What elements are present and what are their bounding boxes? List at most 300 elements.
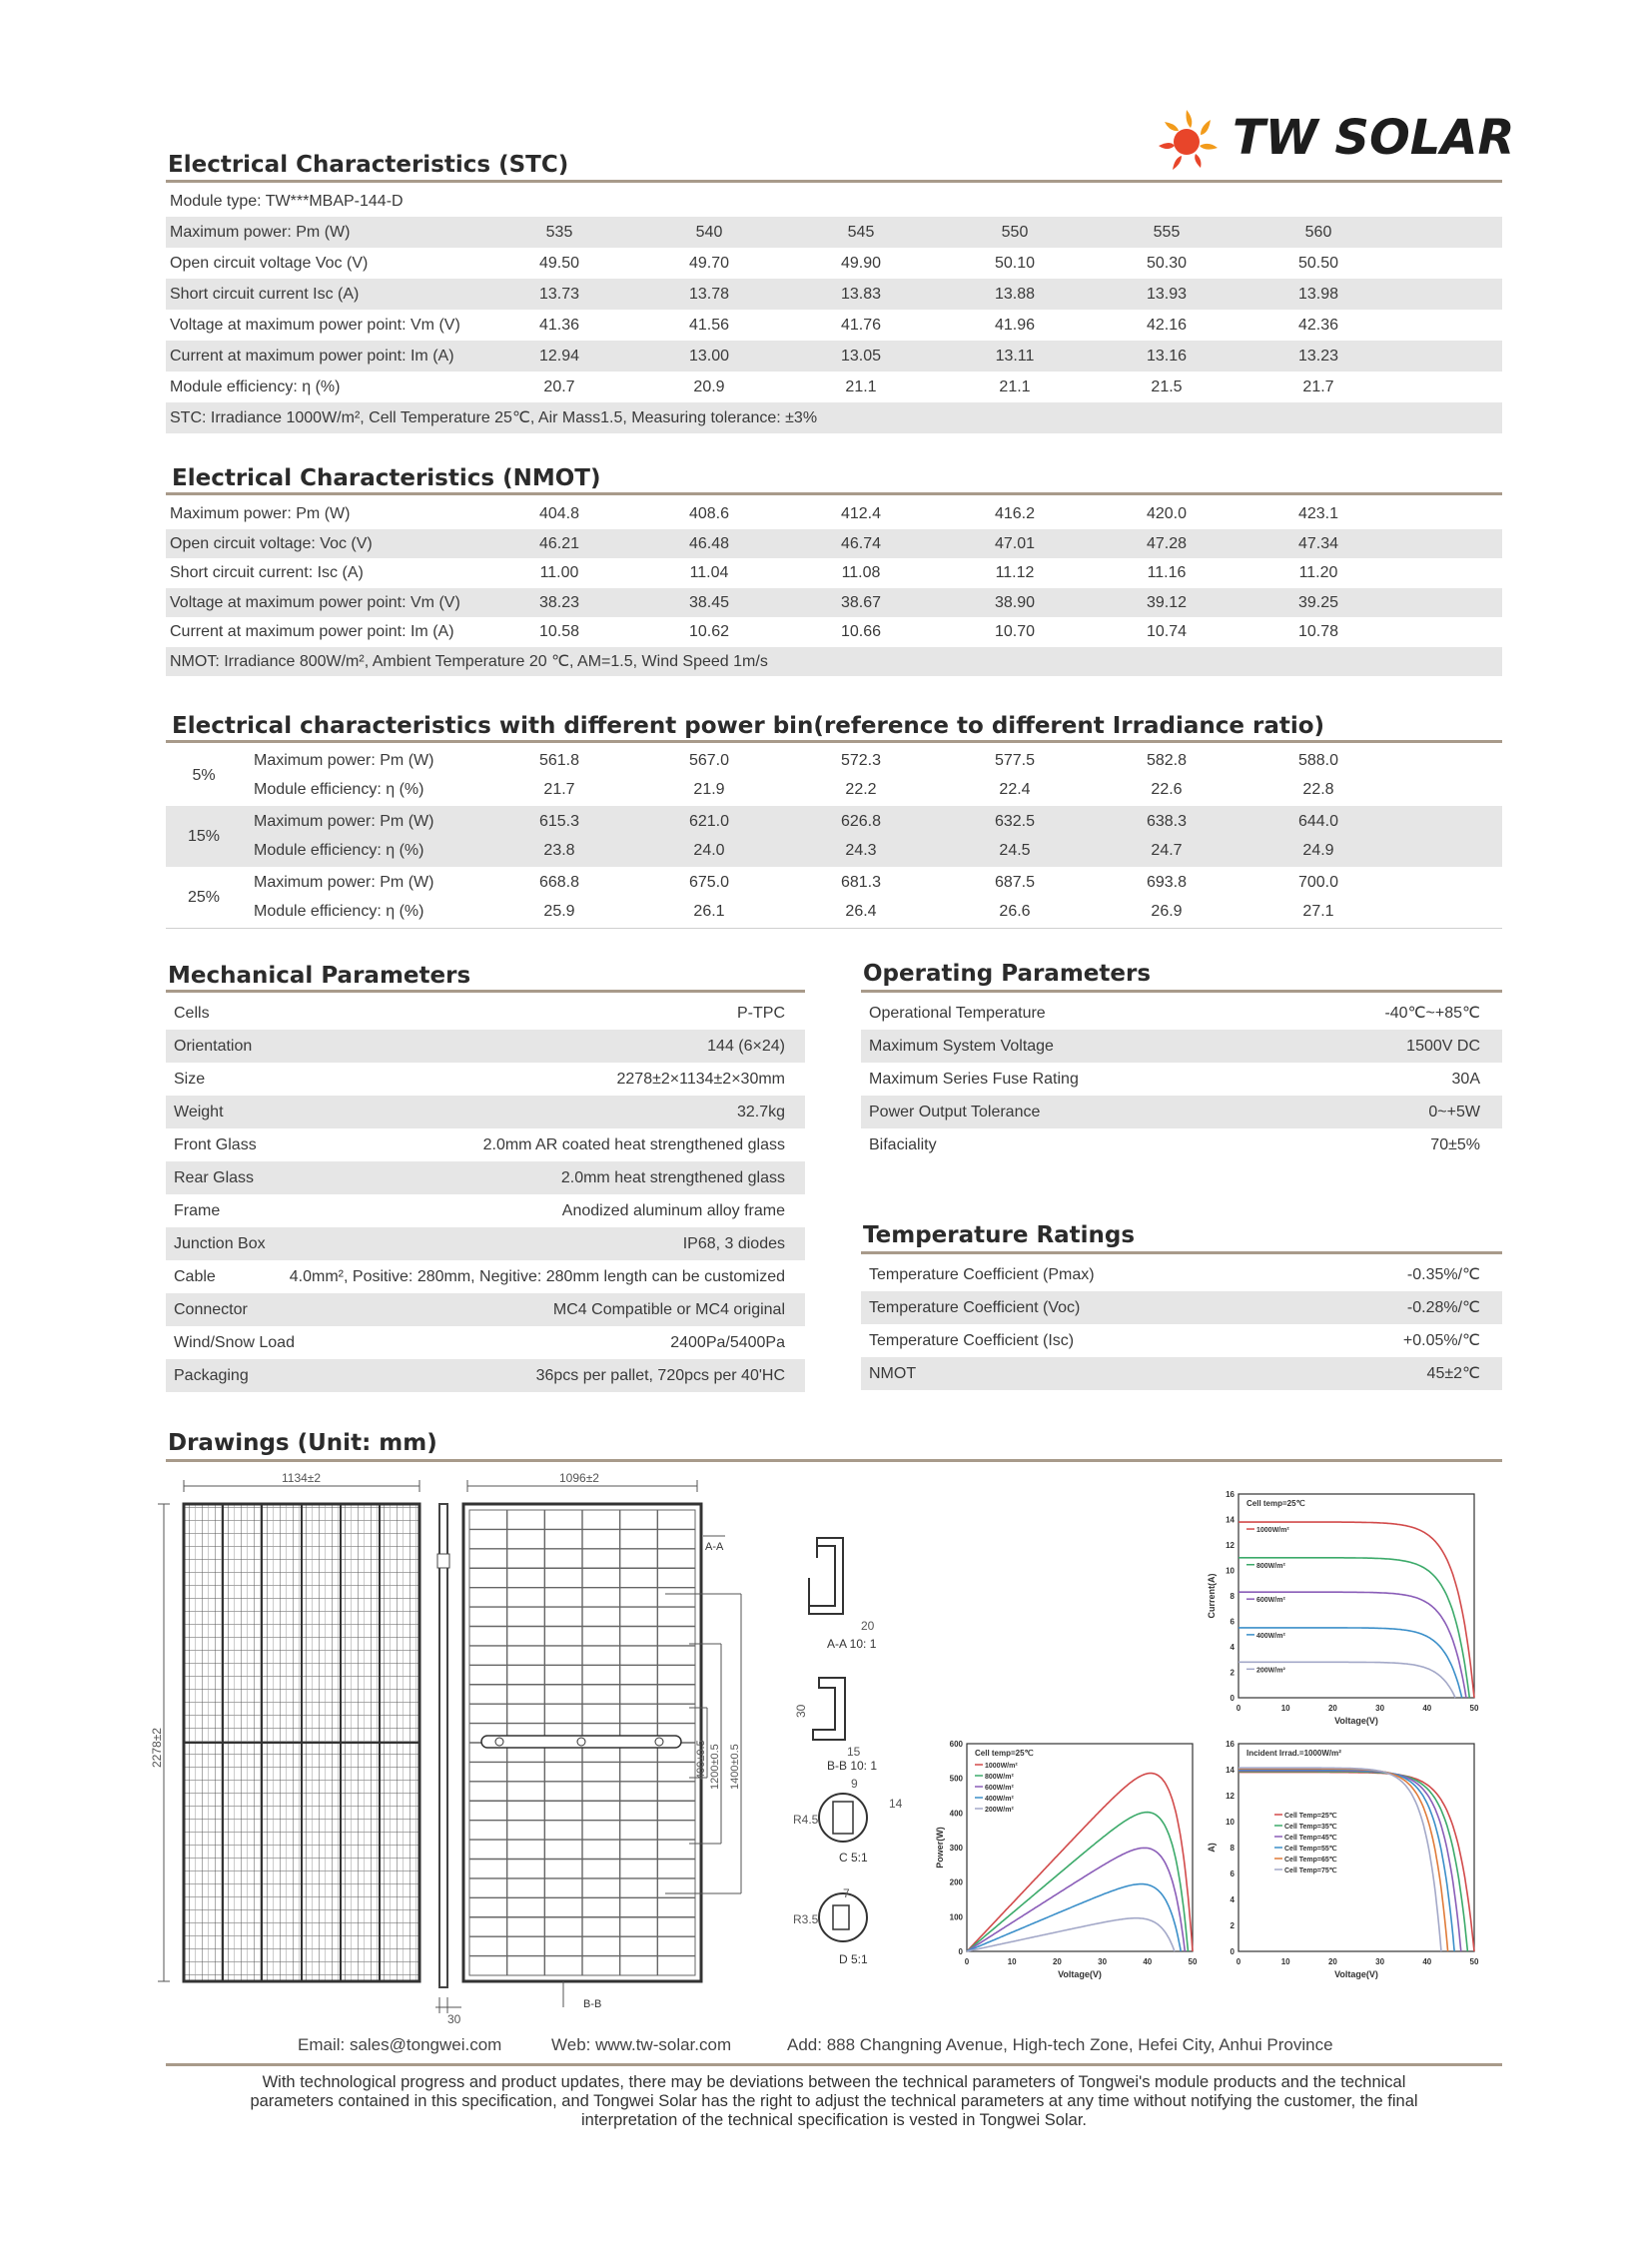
bin-row	[166, 745, 1502, 806]
mechanical-row	[166, 1096, 805, 1128]
nmot-cell: 10.66	[840, 623, 882, 640]
stc-cell: 13.88	[994, 286, 1036, 303]
bin-eff-cell: 24.3	[845, 842, 877, 859]
y-tick-label: 16	[1226, 1490, 1235, 1499]
mechanical-row	[166, 997, 805, 1030]
bin-eff-cell: 26.6	[999, 903, 1031, 920]
stc-row	[166, 217, 1502, 248]
x-tick-label: 30	[1375, 1704, 1385, 1713]
bin-power-cell: 588.0	[1297, 752, 1339, 769]
mechanical-value: IP68, 3 diodes	[682, 1235, 785, 1252]
bin-eff-cell: 24.0	[693, 842, 725, 859]
bin-eff-cell: 21.7	[543, 781, 575, 798]
stc-row-label: Module efficiency: η (%)	[170, 378, 341, 395]
y-tick-label: 14	[1226, 1766, 1235, 1775]
nmot-cell: 11.16	[1147, 564, 1187, 581]
stc-cell: 21.1	[999, 378, 1031, 395]
bin-eff-cell: 26.4	[845, 903, 877, 920]
side-profile-drawing	[431, 1498, 461, 2027]
x-tick-label: 0	[1236, 1704, 1241, 1713]
x-tick-label: 30	[1098, 1957, 1108, 1966]
stc-cell: 21.5	[1151, 378, 1183, 395]
bin-eff-cell: 26.1	[693, 903, 725, 920]
dim-400: 400±0.5	[695, 1740, 707, 1780]
y-tick-label: 14	[1226, 1515, 1235, 1525]
stc-cell: 20.9	[693, 378, 725, 395]
bin-eff-cell: 24.5	[999, 842, 1031, 859]
dim-20: 20	[861, 1619, 875, 1633]
y-tick-label: 6	[1230, 1869, 1235, 1878]
bin-power-cell: 572.3	[840, 752, 882, 769]
footer-web: Web: www.tw-solar.com	[551, 2035, 732, 2054]
dim-14: 14	[889, 1797, 903, 1811]
operating-row	[861, 1096, 1502, 1128]
legend-entry: Cell Temp=65℃	[1284, 1857, 1337, 1864]
x-axis-label: Voltage(V)	[1058, 1969, 1102, 1979]
y-tick-label: 8	[1230, 1844, 1235, 1853]
x-tick-label: 10	[1280, 1704, 1290, 1713]
stc-note-row	[166, 402, 1502, 433]
mechanical-label: Size	[174, 1071, 206, 1088]
mechanical-value: 4.0mm², Positive: 280mm, Negitive: 280mm length can be customized	[289, 1268, 785, 1285]
stc-cell: 42.16	[1146, 317, 1188, 334]
y-tick-label: 300	[949, 1844, 963, 1853]
nmot-note: NMOT: Irradiance 800W/m², Ambient Temperature 20 ℃, AM=1.5, Wind Speed 1m/s	[170, 652, 768, 670]
bins-table	[166, 745, 1502, 928]
nmot-row	[166, 558, 1502, 588]
y-tick-label: 0	[958, 1947, 963, 1956]
operating-row	[861, 1030, 1502, 1063]
nmot-cell: 423.1	[1297, 505, 1339, 522]
y-tick-label: 600	[949, 1740, 963, 1749]
stc-cell: 555	[1153, 224, 1181, 241]
bin-power-cell: 700.0	[1297, 874, 1339, 891]
chart-annotation: Incident Irrad.=1000W/m²	[1246, 1749, 1341, 1758]
stc-note: STC: Irradiance 1000W/m², Cell Temperature 25℃, Air Mass1.5, Measuring tolerance: ±3%	[170, 409, 818, 426]
r35: R3.5	[793, 1912, 819, 1926]
nmot-cell: 46.48	[688, 534, 730, 552]
nmot-row-label: Short circuit current: Isc (A)	[170, 564, 364, 581]
mechanical-row	[166, 1326, 805, 1359]
bin-percentage: 25%	[187, 889, 221, 906]
bin-power-cell: 621.0	[688, 813, 730, 830]
stc-row-label: Short circuit current Isc (A)	[170, 286, 360, 303]
chart-annotation: Cell temp=25℃	[1246, 1499, 1305, 1508]
be-scale: B-B 10: 1	[827, 1759, 878, 1773]
stc-cell: 13.78	[688, 286, 730, 303]
legend-entry: 200W/m²	[1256, 1667, 1285, 1675]
y-axis-label: Power(W)	[935, 1827, 945, 1868]
temperature-row	[861, 1357, 1502, 1390]
stc-cell: 41.76	[840, 317, 882, 334]
stc-row-label: Maximum power: Pm (W)	[170, 224, 351, 241]
bin-eff-cell: 27.1	[1302, 903, 1334, 920]
nmot-cell: 39.25	[1297, 593, 1339, 611]
mechanical-value: 2.0mm AR coated heat strengthened glass	[482, 1136, 785, 1153]
x-tick-label: 20	[1327, 1957, 1337, 1966]
stc-cell: 49.70	[688, 255, 730, 272]
mechanical-value: 2278±2×1134±2×30mm	[616, 1071, 785, 1088]
legend-entry: 400W/m²	[985, 1796, 1014, 1803]
operating-rule	[861, 990, 1502, 993]
x-tick-label: 50	[1469, 1957, 1479, 1966]
stc-cell: 41.36	[538, 317, 580, 334]
nmot-rule	[166, 492, 1502, 495]
dim-9: 9	[851, 1777, 858, 1791]
nmot-cell: 11.04	[689, 564, 729, 581]
mechanical-label: Rear Glass	[174, 1169, 255, 1186]
bin-eff-label: Module efficiency: η (%)	[254, 781, 424, 798]
nmot-row-label: Current at maximum power point: Im (A)	[170, 623, 454, 640]
bin-eff-label: Module efficiency: η (%)	[254, 903, 424, 920]
bin-power-label: Maximum power: Pm (W)	[254, 874, 434, 891]
x-tick-label: 0	[1236, 1957, 1241, 1966]
mechanical-row	[166, 1260, 805, 1293]
nmot-row	[166, 499, 1502, 529]
stc-cell: 540	[695, 224, 723, 241]
mechanical-label: Weight	[174, 1104, 224, 1120]
stc-cell: 13.83	[840, 286, 882, 303]
depth-dimension: 30	[447, 2012, 461, 2026]
stc-table	[166, 186, 1502, 433]
nmot-cell: 47.34	[1297, 534, 1339, 552]
temperature-table	[861, 1258, 1502, 1390]
y-tick-label: 10	[1226, 1566, 1235, 1576]
stc-cell: 50.50	[1297, 255, 1339, 272]
nmot-cell: 46.74	[840, 534, 882, 552]
nmot-cell: 38.45	[688, 593, 730, 611]
module-type: Module type: TW***MBAP-144-D	[170, 193, 404, 210]
y-tick-label: 0	[1230, 1694, 1235, 1703]
y-tick-label: 4	[1230, 1895, 1235, 1904]
bin-power-label: Maximum power: Pm (W)	[254, 752, 434, 769]
x-tick-label: 50	[1469, 1704, 1479, 1713]
r45: R4.5	[793, 1813, 819, 1827]
stc-cell: 49.90	[840, 255, 882, 272]
temperature-rule	[861, 1251, 1502, 1254]
bin-power-cell: 577.5	[994, 752, 1036, 769]
operating-label: Bifaciality	[869, 1136, 937, 1153]
bins-rule	[166, 740, 1502, 743]
bin-power-cell: 681.3	[840, 874, 882, 891]
mechanical-title: Mechanical Parameters	[168, 963, 471, 989]
stc-cell: 50.10	[994, 255, 1036, 272]
iv-irradiance-chart	[1205, 1484, 1484, 1728]
operating-value: -40℃~+85℃	[1384, 1005, 1480, 1022]
nmot-cell: 10.70	[994, 623, 1036, 640]
nmot-cell: 38.67	[840, 593, 882, 611]
mechanical-value: 2.0mm heat strengthened glass	[560, 1169, 785, 1186]
inner-width-dimension: 1096±2	[559, 1471, 599, 1485]
nmot-cell: 10.74	[1146, 623, 1188, 640]
stc-cell: 21.1	[845, 378, 877, 395]
mechanical-value: 36pcs per pallet, 720pcs per 40'HC	[535, 1367, 785, 1384]
y-tick-label: 16	[1226, 1740, 1235, 1749]
nmot-row-label: Maximum power: Pm (W)	[170, 505, 351, 522]
mechanical-row	[166, 1063, 805, 1096]
stc-cell: 12.94	[538, 348, 580, 365]
c-scale: C 5:1	[839, 1851, 868, 1865]
nmot-table	[166, 499, 1502, 676]
stc-cell: 560	[1304, 224, 1332, 241]
mechanical-label: Frame	[174, 1202, 221, 1219]
nmot-cell: 11.12	[995, 564, 1035, 581]
stc-cell: 13.73	[538, 286, 580, 303]
footer-disclaimer: With technological progress and product updates, there may be deviations between the technical parameters of Tongwei's module products and the technical parameters contained in this specification, and Tongwei Solar has the right to adjust the technical parameters at any time without notifying the customer, the final interpretation of the technical specification is vested in Tongwei Solar.	[250, 2073, 1418, 2129]
mechanical-row	[166, 1030, 805, 1063]
mechanical-value: MC4 Compatible or MC4 original	[552, 1301, 785, 1318]
bin-power-label: Maximum power: Pm (W)	[254, 813, 434, 830]
bin-eff-cell: 24.7	[1151, 842, 1183, 859]
y-tick-label: 200	[949, 1877, 963, 1887]
x-tick-label: 10	[1007, 1957, 1017, 1966]
bin-power-cell: 615.3	[538, 813, 580, 830]
operating-value: 30A	[1451, 1071, 1480, 1088]
bin-power-cell: 626.8	[840, 813, 882, 830]
brand-name: TW SOLAR	[1233, 110, 1515, 166]
x-axis-label: Voltage(V)	[1334, 1969, 1378, 1979]
bins-bottom-rule	[166, 928, 1502, 929]
operating-label: Maximum System Voltage	[869, 1038, 1054, 1055]
operating-value: 70±5%	[1430, 1136, 1480, 1153]
stc-cell: 13.98	[1297, 286, 1339, 303]
stc-row	[166, 279, 1502, 310]
nmot-cell: 38.90	[994, 593, 1036, 611]
stc-row-label: Open circuit voltage Voc (V)	[170, 255, 369, 272]
legend-entry: 1000W/m²	[985, 1763, 1018, 1770]
nmot-cell: 38.23	[538, 593, 580, 611]
dim-15: 15	[847, 1745, 861, 1759]
legend-entry: 1000W/m²	[1256, 1527, 1289, 1535]
dim-7: 7	[843, 1886, 850, 1900]
legend-entry: 200W/m²	[985, 1807, 1014, 1814]
temperature-label: Temperature Coefficient (Pmax)	[869, 1266, 1095, 1283]
bin-power-cell: 693.8	[1146, 874, 1188, 891]
bin-power-cell: 638.3	[1146, 813, 1188, 830]
bin-eff-cell: 26.9	[1151, 903, 1183, 920]
legend-entry: 800W/m²	[1256, 1562, 1285, 1570]
operating-row	[861, 1128, 1502, 1161]
dim-30b: 30	[794, 1704, 808, 1718]
operating-label: Maximum Series Fuse Rating	[869, 1071, 1079, 1088]
nmot-row	[166, 617, 1502, 647]
mechanical-label: Junction Box	[174, 1235, 266, 1252]
bin-percentage: 5%	[192, 767, 216, 784]
operating-row	[861, 997, 1502, 1030]
bin-power-cell: 632.5	[994, 813, 1036, 830]
mechanical-rule	[166, 990, 805, 993]
nmot-note-row	[166, 647, 1502, 676]
mechanical-label: Packaging	[174, 1367, 249, 1384]
x-tick-label: 40	[1143, 1957, 1153, 1966]
height-dimension: 2278±2	[150, 1728, 164, 1768]
bin-eff-cell: 25.9	[543, 903, 575, 920]
bin-eff-cell: 23.8	[543, 842, 575, 859]
y-tick-label: 12	[1226, 1541, 1235, 1550]
section-aa-label: A-A	[705, 1541, 724, 1553]
aa-scale: A-A 10: 1	[827, 1637, 877, 1651]
y-tick-label: 6	[1230, 1617, 1235, 1627]
bin-eff-cell: 24.9	[1302, 842, 1334, 859]
mechanical-value: Anodized aluminum alloy frame	[561, 1202, 785, 1219]
mechanical-table	[166, 997, 805, 1392]
legend-entry: Cell Temp=35℃	[1284, 1824, 1337, 1831]
x-tick-label: 0	[964, 1957, 970, 1966]
stc-row-label: Voltage at maximum power point: Vm (V)	[170, 317, 460, 334]
mechanical-value: 144 (6×24)	[707, 1038, 785, 1055]
x-tick-label: 20	[1052, 1957, 1062, 1966]
y-tick-label: 400	[949, 1809, 963, 1819]
d-scale: D 5:1	[839, 1952, 868, 1966]
stc-title: Electrical Characteristics (STC)	[168, 152, 569, 178]
footer-email: Email: sales@tongwei.com	[298, 2035, 502, 2054]
width-dimension: 1134±2	[282, 1471, 322, 1485]
stc-cell: 41.96	[994, 317, 1036, 334]
temperature-value: -0.35%/℃	[1406, 1266, 1480, 1283]
legend-entry: Cell Temp=45℃	[1284, 1835, 1337, 1842]
nmot-cell: 39.12	[1146, 593, 1188, 611]
sun-logo-icon	[1151, 104, 1223, 176]
operating-label: Operational Temperature	[869, 1005, 1046, 1022]
bin-power-cell: 644.0	[1297, 813, 1339, 830]
x-tick-label: 40	[1422, 1957, 1432, 1966]
bin-eff-cell: 22.2	[845, 781, 877, 798]
x-tick-label: 30	[1375, 1957, 1385, 1966]
x-tick-label: 10	[1280, 1957, 1290, 1966]
dim-1200: 1200±0.5	[709, 1744, 721, 1790]
bin-eff-cell: 22.4	[999, 781, 1031, 798]
temperature-value: -0.28%/℃	[1406, 1299, 1480, 1316]
nmot-cell: 46.21	[538, 534, 580, 552]
rear-view-drawing	[459, 1468, 789, 2027]
legend-entry: 800W/m²	[985, 1774, 1014, 1781]
bin-eff-label: Module efficiency: η (%)	[254, 842, 424, 859]
operating-row	[861, 1063, 1502, 1096]
legend-entry: Cell Temp=75℃	[1284, 1868, 1337, 1874]
nmot-cell: 420.0	[1146, 505, 1188, 522]
stc-cell: 550	[1001, 224, 1029, 241]
bin-row	[166, 867, 1502, 928]
y-axis-label: A)	[1207, 1843, 1217, 1853]
stc-cell: 42.36	[1297, 317, 1339, 334]
y-tick-label: 10	[1226, 1818, 1235, 1827]
temperature-value: 45±2℃	[1426, 1365, 1480, 1382]
mechanical-label: Wind/Snow Load	[174, 1334, 295, 1351]
drawings-rule	[166, 1459, 1502, 1462]
mechanical-row	[166, 1128, 805, 1161]
y-tick-label: 100	[949, 1912, 963, 1922]
x-tick-label: 40	[1422, 1704, 1432, 1713]
drawings-title: Drawings (Unit: mm)	[168, 1430, 437, 1456]
bin-eff-cell: 21.9	[693, 781, 725, 798]
stc-row	[166, 310, 1502, 341]
stc-row	[166, 248, 1502, 279]
y-tick-label: 2	[1230, 1921, 1235, 1930]
operating-label: Power Output Tolerance	[869, 1104, 1041, 1120]
pv-irradiance-chart	[933, 1734, 1203, 1981]
brand-logo	[1151, 104, 1520, 176]
stc-rule	[166, 180, 1502, 183]
bin-eff-cell: 22.8	[1302, 781, 1334, 798]
nmot-row	[166, 588, 1502, 618]
mechanical-row	[166, 1161, 805, 1194]
footer-rule	[166, 2063, 1502, 2066]
stc-cell: 20.7	[543, 378, 575, 395]
temperature-label: NMOT	[869, 1365, 917, 1382]
nmot-cell: 408.6	[688, 505, 730, 522]
x-axis-label: Voltage(V)	[1334, 1716, 1378, 1726]
stc-row	[166, 372, 1502, 402]
legend-entry: 400W/m²	[1256, 1632, 1285, 1640]
y-axis-label: Current(A)	[1207, 1573, 1217, 1619]
module-type-row	[166, 186, 1502, 217]
mechanical-label: Cells	[174, 1005, 210, 1022]
nmot-cell: 11.20	[1298, 564, 1338, 581]
bin-power-cell: 687.5	[994, 874, 1036, 891]
mechanical-row	[166, 1227, 805, 1260]
nmot-row-label: Voltage at maximum power point: Vm (V)	[170, 593, 460, 611]
stc-cell: 49.50	[538, 255, 580, 272]
nmot-cell: 416.2	[994, 505, 1036, 522]
nmot-row-label: Open circuit voltage: Voc (V)	[170, 534, 373, 552]
legend-entry: 600W/m²	[985, 1785, 1014, 1792]
temperature-row	[861, 1324, 1502, 1357]
iv-temperature-chart	[1205, 1734, 1484, 1981]
stc-cell: 13.11	[995, 348, 1035, 365]
bins-title: Electrical characteristics with different power bin(reference to different Irradiance ratio)	[172, 713, 1325, 739]
y-tick-label: 0	[1230, 1947, 1235, 1956]
x-tick-label: 50	[1188, 1957, 1198, 1966]
legend-entry: 600W/m²	[1256, 1597, 1285, 1605]
y-tick-label: 12	[1226, 1792, 1235, 1801]
temperature-label: Temperature Coefficient (Voc)	[869, 1299, 1081, 1316]
y-tick-label: 8	[1230, 1592, 1235, 1601]
nmot-cell: 412.4	[840, 505, 882, 522]
stc-cell: 535	[545, 224, 573, 241]
nmot-cell: 11.00	[539, 564, 579, 581]
bin-power-cell: 582.8	[1146, 752, 1188, 769]
nmot-title: Electrical Characteristics (NMOT)	[172, 465, 601, 491]
stc-cell: 21.7	[1302, 378, 1334, 395]
bin-row	[166, 806, 1502, 867]
operating-title: Operating Parameters	[863, 961, 1152, 987]
mechanical-label: Connector	[174, 1301, 248, 1318]
operating-value: 0~+5W	[1428, 1104, 1480, 1120]
nmot-cell: 11.08	[841, 564, 881, 581]
mechanical-row	[166, 1194, 805, 1227]
mechanical-value: 32.7kg	[736, 1104, 785, 1120]
footer-address: Add: 888 Changning Avenue, High-tech Zone, Hefei City, Anhui Province	[787, 2035, 1333, 2054]
stc-cell: 13.23	[1297, 348, 1339, 365]
temperature-label: Temperature Coefficient (Isc)	[869, 1332, 1075, 1349]
mechanical-row	[166, 1359, 805, 1392]
mechanical-value: P-TPC	[737, 1005, 785, 1022]
nmot-cell: 10.58	[538, 623, 580, 640]
bin-power-cell: 567.0	[688, 752, 730, 769]
stc-cell: 50.30	[1146, 255, 1188, 272]
temperature-value: +0.05%/℃	[1402, 1332, 1480, 1349]
stc-row	[166, 341, 1502, 372]
nmot-cell: 47.01	[994, 534, 1036, 552]
section-bb-label: B-B	[583, 1998, 602, 2010]
dim-1400: 1400±0.5	[729, 1744, 741, 1790]
temperature-title: Temperature Ratings	[863, 1222, 1136, 1248]
y-tick-label: 2	[1230, 1668, 1235, 1678]
temperature-row	[861, 1291, 1502, 1324]
mechanical-label: Front Glass	[174, 1136, 257, 1153]
operating-table	[861, 997, 1502, 1161]
front-view-drawing	[150, 1468, 449, 2017]
